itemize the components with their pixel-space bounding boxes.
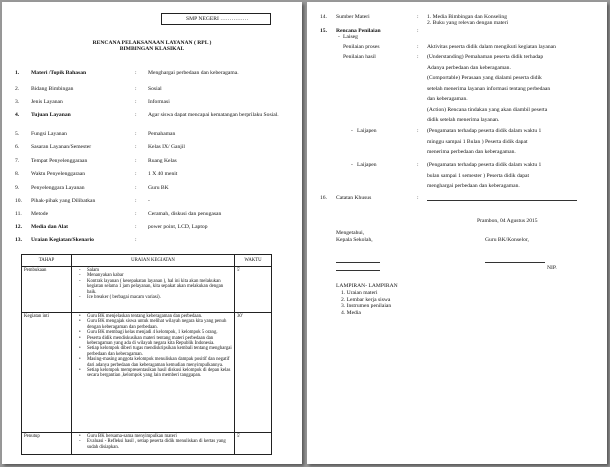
signature-line	[336, 270, 380, 271]
item-number: 6.	[15, 144, 20, 150]
text-line: (Pengamatan terhadap peserta didik dalam waktu 1	[427, 128, 542, 134]
text-line: (Comportable) Perasaan yang dialami peserta didik	[427, 75, 542, 81]
place-date: Prambon, 04 Agustus 2015	[477, 218, 538, 224]
header-time: WAKTU	[235, 255, 272, 267]
text-line: setelah menerima layanan informasi tentang perbedaan	[427, 85, 551, 92]
text-line: dan keberagaman.	[427, 96, 468, 102]
mengetahui: Mengetahui,	[336, 230, 365, 236]
item-colon: :	[135, 158, 137, 164]
item-number: 13.	[15, 237, 22, 243]
item-value: Pemahaman	[148, 131, 176, 137]
source-2: 2. Buku yang relevan dengan materi	[427, 20, 509, 26]
item-label: Materi /Topik Bahasan	[31, 70, 87, 76]
activity-list	[74, 434, 232, 450]
text-line: didik setelah menerima layanan.	[427, 117, 500, 123]
item-label: Media dan Alat	[31, 224, 68, 230]
item-number: 8.	[15, 171, 20, 177]
activity-item: • Guru BK mengajak siswa untuk melihat wilayah negara kita yang penuh dengan keberagaman dan perbedaan.	[87, 319, 232, 330]
text-line: bulan sampai 1 semester ) Peserta didik dapat	[427, 172, 530, 179]
activity-cell	[72, 313, 235, 433]
text-line: menerima perbedaan dan keberagaman.	[427, 149, 516, 155]
item-number: 5.	[15, 131, 20, 137]
text-line: menghargai perbedaan dan keberagaman.	[427, 183, 520, 189]
school-label-box	[161, 13, 271, 25]
item-colon: :	[135, 144, 137, 150]
item-number: 9.	[15, 185, 20, 191]
item-number: 2.	[15, 86, 20, 92]
item-label: Sumber Materi	[336, 14, 370, 20]
item-number: 15.	[320, 28, 327, 34]
text-line: 3. Instrumen penilaian	[341, 303, 392, 310]
activity-table	[21, 254, 272, 455]
item-colon: :	[135, 211, 137, 217]
item-value: Ruang Kelas	[148, 158, 177, 164]
school-label: SMP NEGERI ……………	[186, 15, 249, 22]
nip-label: NIP.	[547, 265, 557, 271]
item-colon: :	[135, 171, 137, 177]
item-colon: :	[135, 112, 137, 118]
item-number: 10.	[15, 198, 22, 204]
laijapen-label: Laijapen	[357, 162, 377, 168]
item-label: Rencana Penilaian	[336, 28, 381, 34]
item-label: Metode	[31, 211, 49, 217]
activity-item: - Salam	[87, 268, 232, 273]
activity-item: • Guru BK membagi kelas menjadi 4 kelompok, 1 kelompok 5 orang.	[87, 330, 232, 335]
item-label: Sasaran Layanan/Semester	[31, 144, 92, 150]
activity-item: - Evaluasi - Refleksi hasil , setiap peserta didik menuliskan di kertas yang sudah disiapkan.	[87, 439, 232, 450]
item-number: 11.	[15, 211, 22, 217]
counselor-label: Guru BK/Konselor,	[485, 237, 529, 243]
headmaster-label: Kepala Sekolah,	[336, 237, 373, 243]
item-colon: :	[135, 70, 137, 76]
item-label: Tempat Penyelenggaraan	[31, 158, 88, 164]
process-label: Penilaian proses	[343, 44, 380, 50]
table-row	[22, 267, 272, 313]
item-value: Informasi	[148, 99, 170, 105]
laijapen-label: Laijapen	[357, 128, 377, 134]
page-left	[2, 2, 302, 464]
item-label: Uraian Kegiatan/Skenario	[31, 237, 94, 243]
activity-cell	[72, 433, 235, 455]
table-row	[22, 313, 272, 433]
item-label: Jenis Layanan	[31, 99, 63, 105]
item-number: 3.	[15, 99, 20, 105]
item-number: 12.	[15, 224, 22, 230]
item-value: Kelas IX/ Ganjil	[148, 144, 185, 150]
item-value: 1 X 40 menit	[148, 171, 178, 177]
item-number: 1.	[15, 70, 20, 76]
activity-item: • Setiap kelompok diberi tugas mendiskripsikan kembali tentang menghargai perbedaan dan keberagaman.	[87, 346, 232, 357]
item-value: power point, LCD, Laptop	[148, 224, 208, 230]
notes-line	[427, 200, 577, 201]
item-value: Sosial	[148, 86, 162, 92]
time-cell: 5'	[235, 433, 272, 455]
item-label: Tujuan Layanan	[31, 112, 71, 118]
item-label: Catatan Khusus	[336, 195, 372, 201]
header-stage: TAHAP	[22, 255, 72, 267]
laiseg-bullet: -	[338, 34, 340, 40]
item-number: 7.	[15, 158, 20, 164]
activity-list	[74, 314, 232, 379]
item-colon: :	[135, 99, 137, 105]
item-label: Pihak-pihak yang Dilibatkan	[31, 198, 96, 204]
activity-cell	[72, 267, 235, 313]
page-right: 14. Sumber Materi : 1. Media Bimbingan dan Konseling 2. Buku yang relevan dengan materi 15. Rencana Penilaian : - Laiseg Penilaian proses : Aktivitas peserta didik dalam mengikuti kegiatan layanan Penilaian hasil : (Understanding) Pemahaman peserta didik terhadap Adanya perbedaan dan keberagaman. (Comportable) Perasaan yang dialami peserta didik setelah menerima layanan informasi tentang perbedaan dan keberagaman. (Action) Rencana tindakan yang akan diambil peserta didik setelah menerima layanan. - Laijapen : (Pengamatan terhadap peserta didik dalam waktu 1 minggu sampai 1 Bulan ) Peserta didik dapat menerima perbedaan dan keberagaman. - Laijapen : (Pengamatan terhadap peserta didik dalam waktu 1 bulan sampai 1 semester ) Peserta didik dapat menghargai perbedaan dan keberagaman. 16. Catatan Khusus : Prambon, 04 Agustus 2015 Mengetahui, Kepala Sekolah, Guru BK/Konselor, NIP. LAMPIRAN- LAMPIRAN 1. Uraian materi 2. Lembar kerja siswa 3. Instrumen penilaian 4. Media	[307, 2, 607, 464]
time-cell: 5'	[235, 267, 272, 313]
table-row	[22, 433, 272, 455]
stage-cell: Penutup	[22, 433, 72, 455]
header-activity: URAIAN KEGIATAN	[72, 255, 235, 267]
stage-cell: Kegiatan inti	[22, 313, 72, 433]
activity-list	[74, 268, 232, 300]
item-number: 16.	[320, 195, 327, 201]
activity-item: • Peserta didik mendiskusikan materi tentang materi perbedaan dan keberagaman yang ada di wilayah negara kita Republik Indonesia.	[87, 336, 232, 347]
activity-item: - Ice breaker ( berbagai macam variasi).	[87, 295, 232, 300]
text-line: (Pengamatan terhadap peserta didik dalam waktu 1	[427, 162, 542, 168]
text-line: (Understanding) Pemahaman peserta didik terhadap	[427, 54, 544, 60]
item-number: 14.	[320, 14, 327, 20]
activity-item: • Guru BK bersama-sama menyimpulkan materi	[87, 434, 232, 439]
item-colon: :	[135, 224, 137, 230]
item-value: Ceramah, diskusi dan penugasan	[148, 211, 222, 217]
activity-item: • Guru BK menjelaskan tentang keberagaman dan perbedaan.	[87, 314, 232, 319]
laiseg-label: Laiseg	[343, 34, 358, 40]
item-colon: :	[135, 237, 137, 243]
item-colon: :	[135, 198, 137, 204]
item-colon: :	[135, 86, 137, 92]
text-line: 2. Lembar kerja siswa	[341, 296, 391, 303]
source-1: 1. Media Bimbingan dan Konseling	[427, 14, 508, 20]
item-value: Guru BK	[148, 185, 169, 191]
item-label: Fungsi Layanan	[31, 131, 67, 137]
activity-item: • Setiap kelompok mempresentasikan hasil diskusi kelompok di depan kelas secara bergantian ,kelompok yang lain memberi tanggapan.	[87, 368, 232, 379]
item-label: Waktu Penyelenggaraan	[31, 171, 86, 177]
text-line: 1. Uraian materi	[341, 290, 378, 296]
item-number: 4.	[15, 112, 20, 118]
attachments-title: LAMPIRAN- LAMPIRAN	[336, 283, 398, 289]
item-value: Agar siswa dapat mencapai kematangan berprilaku Sosial.	[148, 112, 279, 118]
text-line: minggu sampai 1 Bulan ) Peserta didik dapat	[427, 138, 528, 145]
text-line: (Action) Rencana tindakan yang akan diambil peserta	[427, 106, 548, 113]
rpl-subtitle: BIMBINGAN KLASIKAL	[119, 46, 185, 52]
activity-item: - Kontrak layanan ( kesepakatan layanan ), hal ini kita akan melakukan kegiatan selama 1 jam pelayanan, kita sepakat akan melakukan dengan baik.	[87, 279, 232, 295]
process-value: Aktivitas peserta didik dalam mengikuti kegiatan layanan	[427, 44, 556, 50]
signature-line	[336, 262, 380, 263]
stage-cell: Pembukaan	[22, 267, 72, 313]
text-line: 4. Media	[341, 309, 361, 316]
text-line: Adanya perbedaan dan keberagaman.	[427, 64, 511, 71]
item-value: Menghargai perbedaan dan keberagama.	[148, 70, 239, 76]
item-value: -	[148, 198, 150, 204]
item-label: Penyelenggara Layanan	[31, 185, 85, 191]
activity-item: • Masing-masing anggota kelompok menuliskan dampak positif dan negatif dari adanya perbedaan dan keberagaman kemudian menyimpulkannya.	[87, 357, 232, 368]
activity-item: - Menanyakan kabar	[87, 273, 232, 278]
item-colon: :	[135, 185, 137, 191]
result-label: Penilaian hasil	[343, 54, 376, 60]
rpl-title: RENCANA PELAKSANAAN LAYANAN ( RPL )	[92, 40, 212, 46]
item-colon: :	[135, 131, 137, 137]
time-cell: 30'	[235, 313, 272, 433]
item-label: Bidang Bimbingan	[31, 86, 74, 92]
signature-line	[485, 262, 545, 263]
